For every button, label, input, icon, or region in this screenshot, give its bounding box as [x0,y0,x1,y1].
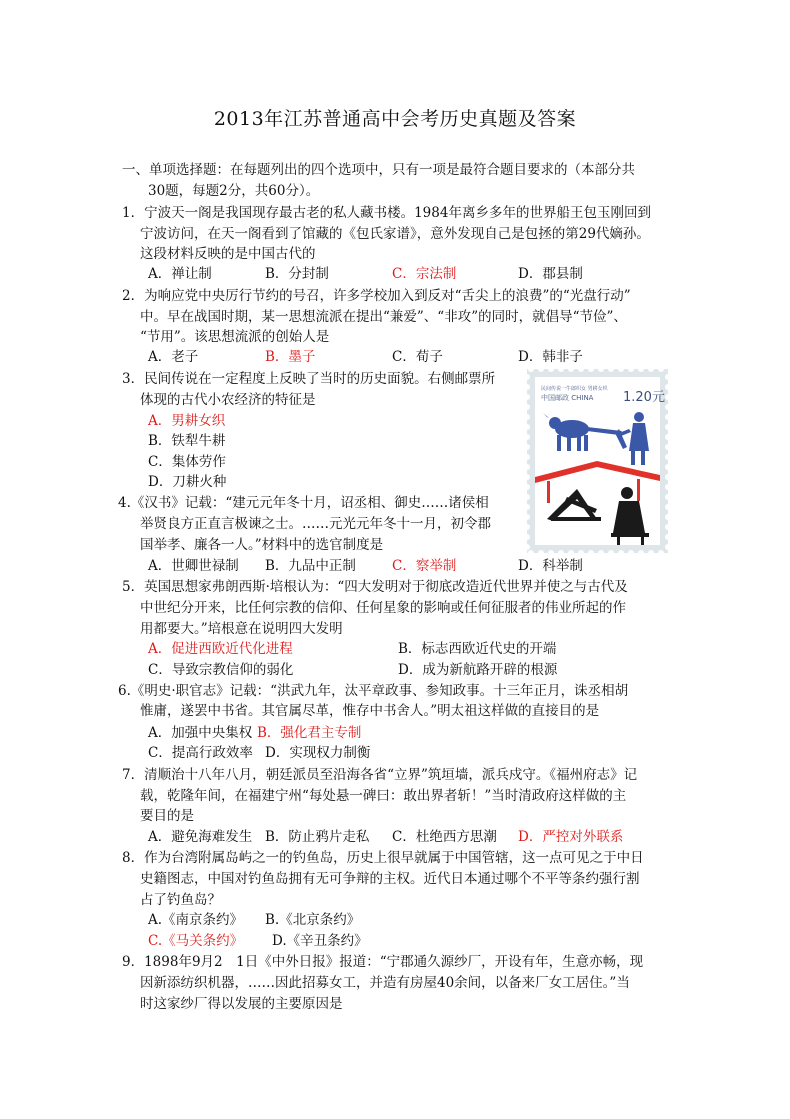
q8-option-c-answer: C.《马关条约》 [148,933,244,949]
q1-option-c-answer: C．宗法制 [392,266,457,282]
q9-line: 因新添纺织机器，……因此招募女工，并造有房屋40余间，以备来厂女工居住。”当 [140,975,630,991]
q7-line: 载，乾隆年间，在福建宁州“每处悬一碑曰：敢出界者斩！”当时清政府这样做的主 [140,788,627,804]
q7-option-a: A．避免海难发生 [148,829,253,845]
stamp-country: 中国邮政 CHINA [541,394,594,402]
q2-line: 中。早在战国时期，某一思想流派在提出“兼爱”、“非攻”的同时，就倡导“节俭”、 [140,309,627,325]
q3-option-d: D．刀耕火种 [148,474,227,490]
q2-line: “节用”。该思想流派的创始人是 [140,329,330,345]
q4-option-c-answer: C．察举制 [392,558,457,574]
q1-option-d: D．郡县制 [518,266,583,282]
q9-line: 时这家纱厂得以发展的主要原因是 [140,996,343,1012]
q5-line: 中世纪分开来，比任何宗教的信仰、任何星象的影响或任何征服者的伟业所起的作 [140,600,626,616]
q6-option-b-answer: B．强化君主专制 [257,725,362,741]
q3-option-b: B．铁犁牛耕 [148,433,226,449]
q2-option-a: A．老子 [148,349,199,365]
q5-line: 5．英国思想家弗朗西斯·培根认为：“四大发明对于彻底改造近代世界并使之与古代及 [122,579,628,595]
q3-option-a-answer: A．男耕女织 [148,413,226,429]
q5-option-b: B．标志西欧近代史的开端 [398,641,557,657]
q4-option-d: D．科举制 [518,558,583,574]
q6-option-d: D．实现权力制衡 [265,745,371,761]
q1-line: 1．宁波天一阁是我国现存最古老的私人藏书楼。1984年离乡多年的世界船王包玉刚回到 [122,205,651,221]
q1-line: 宁波访问，在天一阁看到了馆藏的《包氏家谱》，意外发现自己是包拯的第29代嫡孙。 [140,226,650,242]
q7-option-c: C．杜绝西方思潮 [392,829,497,845]
q9-line: 9．1898年9月2 1日《中外日报》报道：“宁郡通久源纱厂，开设有年，生意亦畅，现 [122,954,644,970]
q7-option-b: B．防止鸦片走私 [265,829,370,845]
q2-option-c: C．荀子 [392,349,443,365]
q3-option-c: C．集体劳作 [148,454,226,470]
q2-option-d: D．韩非子 [518,349,583,365]
stamp-value: 1.20元 [623,390,665,405]
q7-option-d-answer: D．严控对外联系 [518,829,624,845]
q3-line: 3．民间传说在一定程度上反映了当时的历史面貌。右侧邮票所 [122,371,496,387]
q8-line: 史籍图志，中国对钓鱼岛拥有无可争辩的主权。近代日本通过哪个不平等条约强行割 [140,871,640,887]
q5-option-d: D．成为新航路开辟的根源 [398,662,558,678]
q8-line: 8．作为台湾附属岛屿之一的钓鱼岛，历史上很早就属于中国管辖，这一点可见之于中日 [122,850,644,866]
q7-line: 要目的是 [140,808,194,824]
q6-option-a: A．加强中央集权 [148,725,253,741]
q2-option-b-answer: B．墨子 [265,349,316,365]
q1-line: 这段材料反映的是中国古代的 [140,246,316,262]
q5-option-a-answer: A．促进西欧近代化进程 [148,641,293,657]
stamp-caption: 民间传说一牛郎织女 男耕女织 [541,386,608,392]
q1-option-b: B．分封制 [265,266,329,282]
q4-option-b: B．九品中正制 [265,558,356,574]
q4-line: 举贤良方正直言极谏之士。……元光元年冬十一月，初令郡 [140,516,491,532]
q8-option-d: D.《辛丑条约》 [272,933,368,949]
q5-line: 用都要大。”培根意在说明四大发明 [140,621,343,637]
q8-option-b: B.《北京条约》 [265,912,361,928]
q7-line: 7．清顺治十八年八月，朝廷派员至沿海各省“立界”筑垣墙，派兵戍守。《福州府志》记 [122,767,638,783]
q2-line: 2．为响应党中央厉行节约的号召，许多学校加入到反对“舌尖上的浪费”的“光盘行动” [122,288,631,304]
q4-line: 国举孝、廉各一人。”材料中的选官制度是 [140,537,384,553]
q3-line: 体现的古代小农经济的特征是 [140,392,316,408]
q6-option-c: C．提高行政效率 [148,745,253,761]
q4-option-a: A．世卿世禄制 [148,558,239,574]
q4-line: 4.《汉书》记载：“建元元年冬十月，诏丞相、御史……诸侯相 [118,495,489,511]
page-title: 2013年江苏普通高中会考历史真题及答案 [213,108,577,130]
q8-option-a: A.《南京条约》 [148,912,244,928]
q6-line: 惟庸，遂罢中书省。其官属尽革，惟存中书舍人。”明太祖这样做的直接目的是 [140,703,600,719]
q8-line: 占了钓鱼岛？ [140,892,221,908]
section-instruction-line2: 30题，每题2分，共60分）。 [148,183,320,199]
section-instruction-line1: 一、单项选择题：在每题列出的四个选项中，只有一项是最符合题目要求的（本部分共 [122,162,635,178]
stamp-image [527,369,668,553]
q1-option-a: A．禅让制 [148,266,212,282]
q5-option-c: C．导致宗教信仰的弱化 [148,662,294,678]
q6-line: 6.《明史·职官志》记载：“洪武九年，汰平章政事、参知政事。十三年正月，诛丞相胡 [118,683,629,699]
